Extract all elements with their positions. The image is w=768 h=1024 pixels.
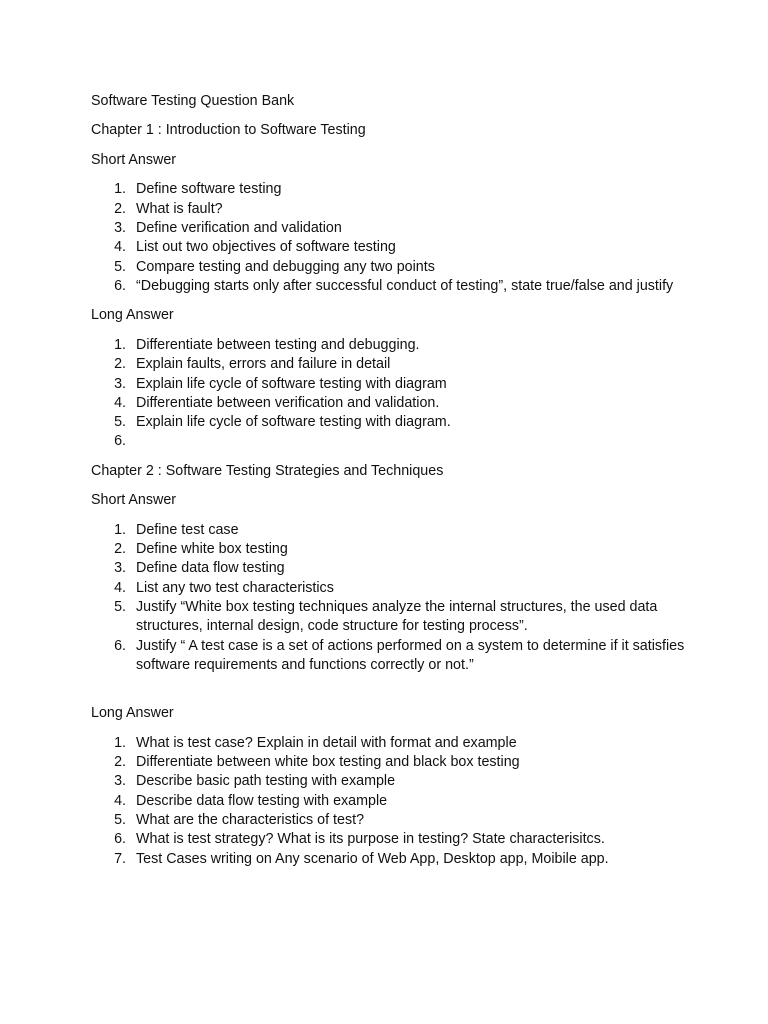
item-text: Explain faults, errors and failure in detail (136, 356, 391, 373)
item-number: 4. (114, 792, 126, 809)
item-number: 6. (114, 637, 126, 654)
item-text: Justify “White box testing techniques analyze the internal structures, the used data structures, internal design, code structure for testing process”. (136, 599, 658, 635)
chapter-2-short-answer-list (91, 521, 691, 675)
item-text: Test Cases writing on Any scenario of Web App, Desktop app, Moibile app. (136, 850, 609, 867)
item-text: Define white box testing (136, 541, 288, 558)
item-number: 4. (114, 239, 126, 256)
item-number: 6. (114, 433, 126, 450)
chapter-1-short-answer-heading: Short Answer (91, 151, 177, 168)
item-text: What is test case? Explain in detail with format and example (136, 734, 517, 751)
item-text: What is fault? (136, 200, 223, 217)
chapter-2-heading: Chapter 2 : Software Testing Strategies and Techniques (91, 462, 444, 479)
item-text: Explain life cycle of software testing with diagram (136, 375, 447, 392)
item-text: Define test case (136, 521, 239, 538)
list-item (91, 811, 691, 830)
document-page (91, 92, 691, 879)
list-item (91, 336, 691, 355)
item-number: 1. (114, 521, 126, 538)
item-text: Describe basic path testing with example (136, 773, 396, 790)
item-number: 6. (114, 277, 126, 294)
list-item (91, 792, 691, 811)
item-number: 2. (114, 541, 126, 558)
item-number: 1. (114, 181, 126, 198)
item-text: Define data flow testing (136, 560, 285, 577)
item-text: Differentiate between verification and validation. (136, 394, 440, 411)
item-text: Differentiate between testing and debugging. (136, 336, 420, 353)
list-item (91, 637, 691, 676)
list-item (91, 375, 691, 394)
item-text: Define verification and validation (136, 220, 342, 237)
list-item (91, 277, 691, 296)
blank-line (91, 685, 691, 704)
list-item (91, 180, 691, 199)
item-number: 5. (114, 812, 126, 829)
item-text: “Debugging starts only after successful conduct of testing”, state true/false and justify (136, 277, 674, 294)
item-number: 3. (114, 773, 126, 790)
chapter-1-heading: Chapter 1 : Introduction to Software Testing (91, 122, 366, 139)
item-number: 1. (114, 734, 126, 751)
item-number: 2. (114, 754, 126, 771)
list-item (91, 219, 691, 238)
item-number: 2. (114, 200, 126, 217)
list-item (91, 772, 691, 791)
chapter-1-long-answer-list (91, 336, 691, 452)
list-item (91, 394, 691, 413)
list-item (91, 432, 691, 451)
list-item (91, 258, 691, 277)
item-number: 5. (114, 414, 126, 431)
item-text (136, 432, 691, 451)
item-text: What are the characteristics of test? (136, 812, 365, 829)
list-item (91, 559, 691, 578)
list-item (91, 540, 691, 559)
list-item (91, 200, 691, 219)
item-text: Describe data flow testing with example (136, 792, 388, 809)
list-item (91, 413, 691, 432)
item-text: List out two objectives of software testing (136, 239, 396, 256)
item-text: Explain life cycle of software testing with diagram. (136, 414, 451, 431)
chapter-2-short-answer-heading: Short Answer (91, 492, 177, 509)
list-item (91, 850, 691, 869)
item-number: 3. (114, 560, 126, 577)
list-item (91, 830, 691, 849)
chapter-2-long-answer-heading: Long Answer (91, 705, 174, 722)
list-item (91, 579, 691, 598)
item-number: 4. (114, 394, 126, 411)
list-item (91, 753, 691, 772)
chapter-2-long-answer-list (91, 734, 691, 869)
item-number: 7. (114, 850, 126, 867)
item-number: 1. (114, 336, 126, 353)
list-item (91, 521, 691, 540)
list-item (91, 238, 691, 257)
chapter-1-short-answer-list (91, 180, 691, 296)
item-text: What is test strategy? What is its purpose in testing? State characterisitcs. (136, 831, 605, 848)
list-item (91, 734, 691, 753)
item-text: Justify “ A test case is a set of actions performed on a system to determine if it satisfies software requirements and functions correctly or not.” (136, 637, 685, 673)
list-item (91, 355, 691, 374)
item-text: Define software testing (136, 181, 282, 198)
item-text: List any two test characteristics (136, 579, 334, 596)
document-title: Software Testing Question Bank (91, 93, 295, 109)
item-text: Differentiate between white box testing and black box testing (136, 754, 520, 771)
item-number: 5. (114, 258, 126, 275)
list-item (91, 598, 691, 637)
chapter-1-long-answer-heading: Long Answer (91, 307, 174, 324)
item-number: 6. (114, 831, 126, 848)
item-number: 2. (114, 356, 126, 373)
item-text: Compare testing and debugging any two points (136, 258, 435, 275)
item-number: 3. (114, 220, 126, 237)
item-number: 4. (114, 579, 126, 596)
item-number: 3. (114, 375, 126, 392)
item-number: 5. (114, 599, 126, 616)
